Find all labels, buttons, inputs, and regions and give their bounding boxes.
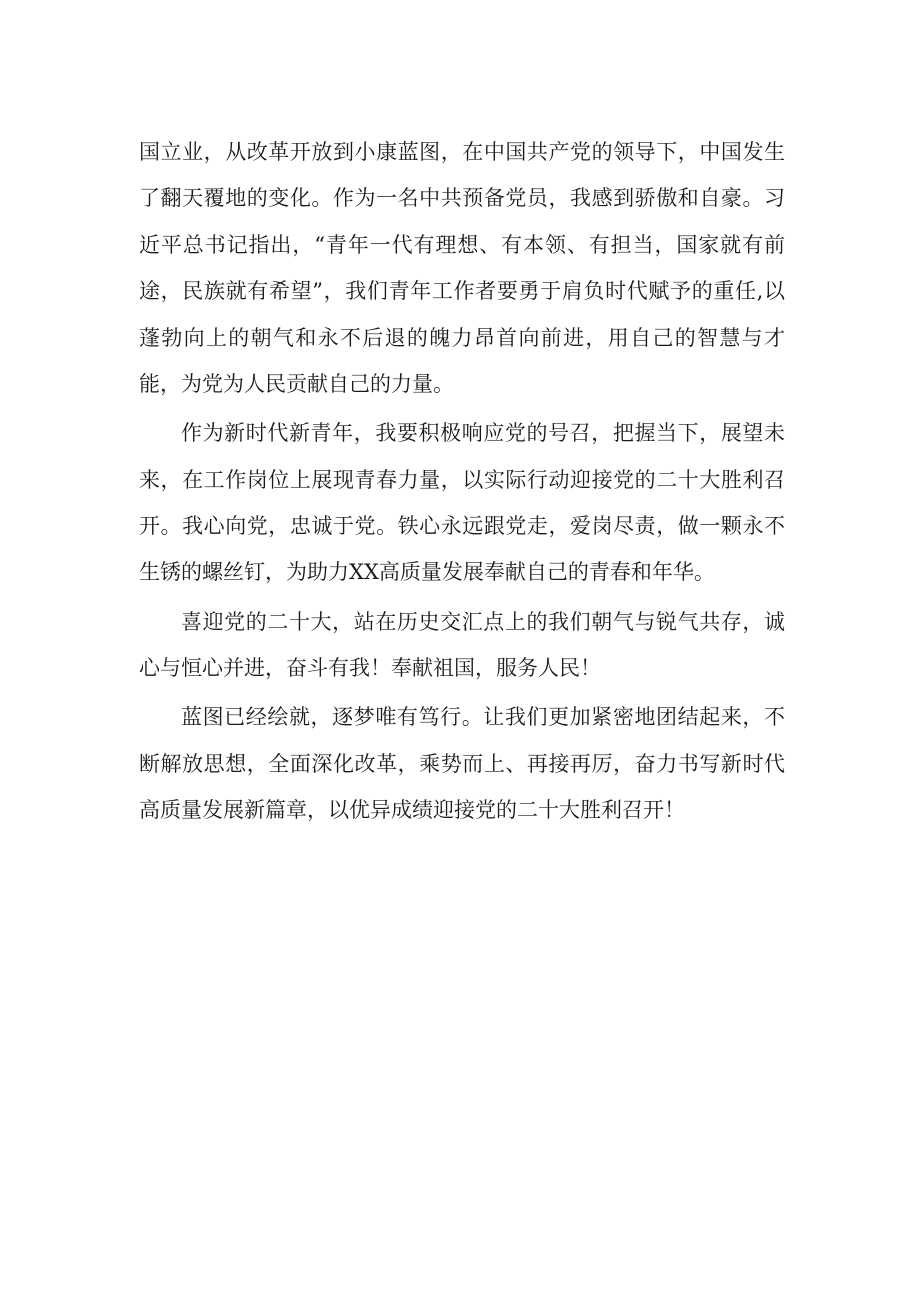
document-body xyxy=(139,129,785,836)
paragraph-new-era-youth: 作为新时代新青年，我要积极响应党的号召，把握当下，展望未来，在工作岗位上展现青春力量，以实际行动迎接党的二十大胜利召开。我心向党，忠诚于党。铁心永远跟党走，爱岗尽责，做一颗永不生锈的螺丝钉，为助力XX高质量发展奉献自己的青春和年华。 xyxy=(139,421,785,585)
paragraph-continued: 国立业，从改革开放到小康蓝图，在中国共产党的领导下，中国发生了翻天覆地的变化。作为一名中共预备党员，我感到骄傲和自豪。习近平总书记指出，“青年一代有理想、有本领、有担当，国家就有前途，民族就有希望”，我们青年工作者要勇于肩负时代赋予的重任,以蓬勃向上的朝气和永不后退的魄力昂首向前进，用自己的智慧与才能，为党为人民贡献自己的力量。 xyxy=(139,140,785,397)
paragraph-blueprint: 蓝图已经绘就，逐梦唯有笃行。让我们更加紧密地团结起来，不断解放思想，全面深化改革，乘势而上、再接再厉，奋力书写新时代高质量发展新篇章，以优异成绩迎接党的二十大胜利召开！ xyxy=(139,705,785,823)
paragraph-welcome-congress: 喜迎党的二十大，站在历史交汇点上的我们朝气与锐气共存，诚心与恒心并进，奋斗有我！奉献祖国，服务人民！ xyxy=(139,609,785,681)
